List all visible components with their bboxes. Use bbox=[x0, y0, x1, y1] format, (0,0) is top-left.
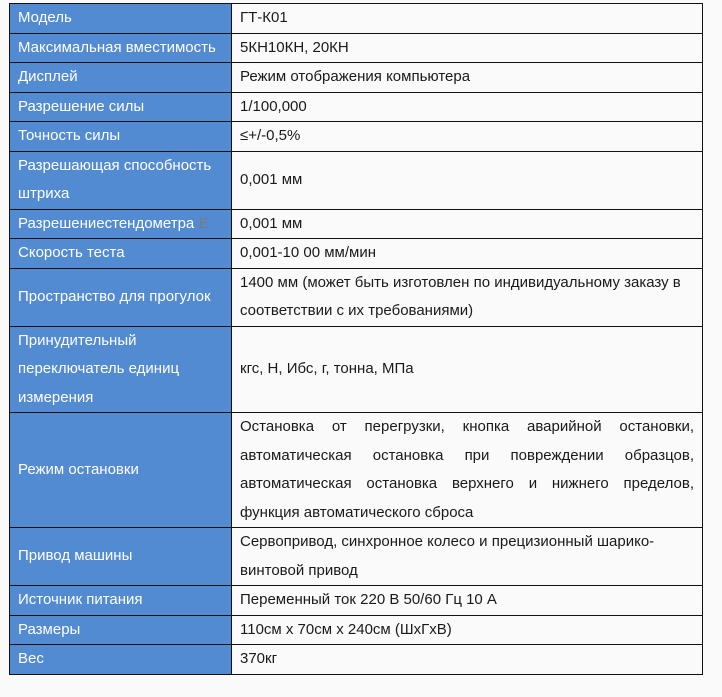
table-row-force-accuracy bbox=[10, 122, 703, 152]
row-label: Источник питания bbox=[10, 586, 232, 616]
row-label: Размеры bbox=[10, 615, 232, 645]
row-label: Дисплей bbox=[10, 63, 232, 93]
row-label: Принудительный переключатель единиц измерения bbox=[10, 326, 232, 413]
row-label bbox=[10, 209, 232, 239]
row-value: ГТ-К01 bbox=[232, 4, 703, 34]
row-value: 1400 мм (может быть изготовлен по индивидуальному заказу в соответствии с их требованиями) bbox=[232, 268, 703, 326]
row-value: ≤+/-0,5% bbox=[232, 122, 703, 152]
row-label: Максимальная вместимость bbox=[10, 33, 232, 63]
row-value: Сервопривод, синхронное колесо и прецизионный шарико-винтовой привод bbox=[232, 528, 703, 586]
table-row-max-capacity bbox=[10, 33, 703, 63]
row-label: Режим остановки bbox=[10, 413, 232, 528]
row-label: Пространство для прогулок bbox=[10, 268, 232, 326]
row-value: 110см х 70см х 240см (ШхГхВ) bbox=[232, 615, 703, 645]
table-row-machine-drive bbox=[10, 528, 703, 586]
row-label: Вес bbox=[10, 645, 232, 675]
row-value: 0,001 мм bbox=[232, 209, 703, 239]
row-label: Модель bbox=[10, 4, 232, 34]
table-row-stroke-resolution bbox=[10, 151, 703, 209]
row-value: Остановка от перегрузки, кнопка аварийной остановки, автоматическая остановка при повреждении образцов, автоматическая остановка верхнего и нижнего пределов, функция автоматического сброса bbox=[232, 413, 703, 528]
row-label: Привод машины bbox=[10, 528, 232, 586]
row-value: кгс, Н, Ибс, г, тонна, МПа bbox=[232, 326, 703, 413]
table-row-model bbox=[10, 4, 703, 34]
row-value: 1/100,000 bbox=[232, 92, 703, 122]
row-value: 0,001-10 00 мм/мин bbox=[232, 239, 703, 269]
row-value: 0,001 мм bbox=[232, 151, 703, 209]
table-row-dimensions bbox=[10, 615, 703, 645]
row-label-text: Разрешениестендометра bbox=[18, 214, 195, 232]
table-row-stop-mode bbox=[10, 413, 703, 528]
row-label: Скорость теста bbox=[10, 239, 232, 269]
table-row-test-speed bbox=[10, 239, 703, 269]
row-label: Разрешение силы bbox=[10, 92, 232, 122]
table-row-unit-switch bbox=[10, 326, 703, 413]
specifications-table bbox=[9, 3, 703, 675]
row-value: 5КН10КН, 20КН bbox=[232, 33, 703, 63]
table-row-display bbox=[10, 63, 703, 93]
table-row-power-supply bbox=[10, 586, 703, 616]
row-value: Переменный ток 220 В 50/60 Гц 10 А bbox=[232, 586, 703, 616]
table-row-travel-space bbox=[10, 268, 703, 326]
row-value: Режим отображения компьютера bbox=[232, 63, 703, 93]
table-row-force-resolution bbox=[10, 92, 703, 122]
table-row-extensometer-resolution bbox=[10, 209, 703, 239]
row-label-suffix: Е bbox=[198, 214, 209, 232]
table-row-weight bbox=[10, 645, 703, 675]
row-label: Разрешающая способность штриха bbox=[10, 151, 232, 209]
row-label: Точность силы bbox=[10, 122, 232, 152]
row-value: 370кг bbox=[232, 645, 703, 675]
